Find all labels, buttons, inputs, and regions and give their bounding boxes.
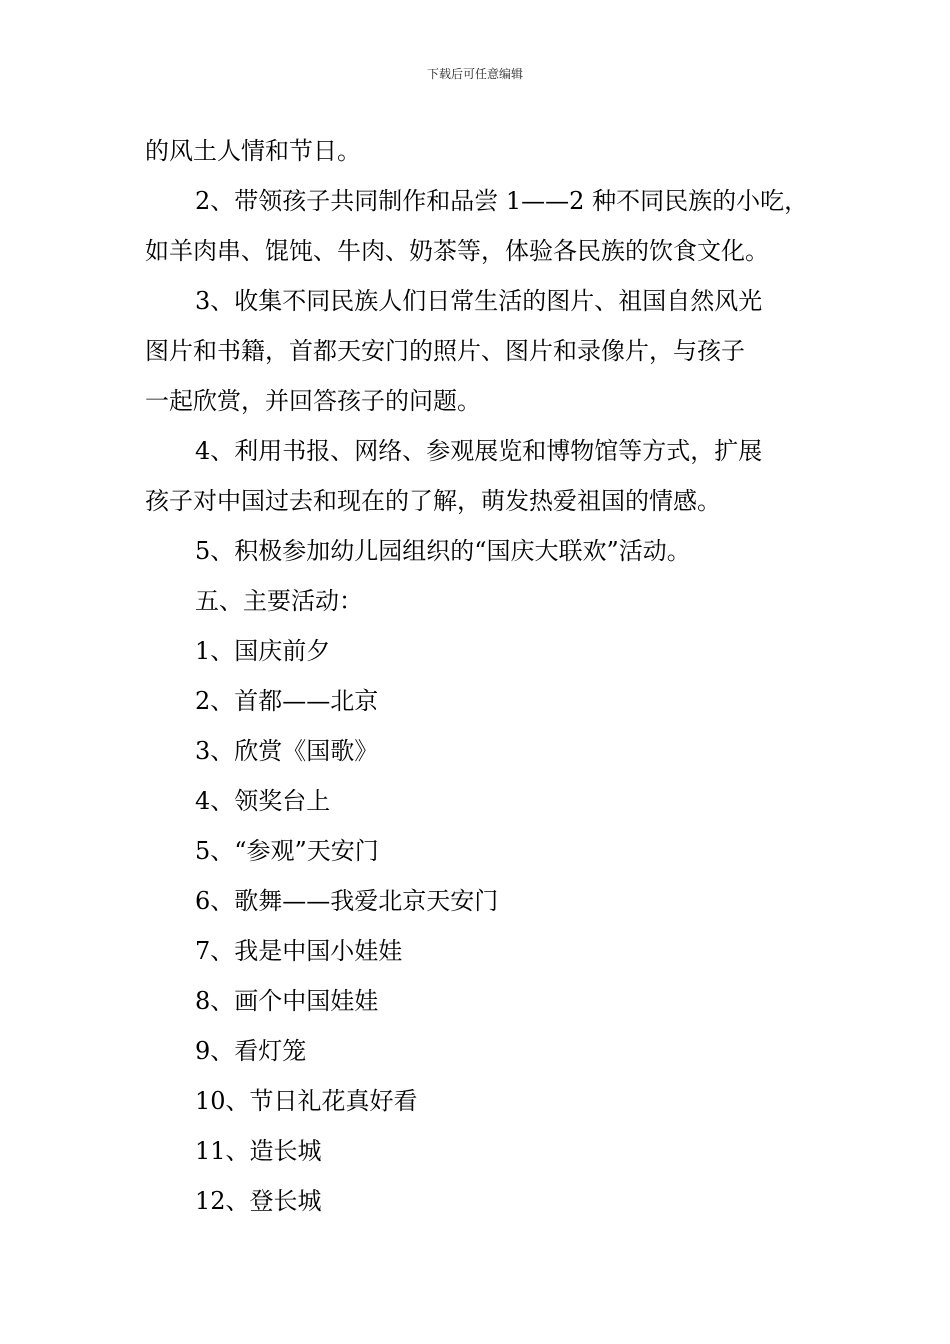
list-item: 8、画个中国娃娃 — [195, 987, 379, 1015]
paragraph-line: 图片和书籍，首都天安门的照片、图片和录像片，与孩子 — [145, 337, 745, 365]
paragraph-line: 孩子对中国过去和现在的了解，萌发热爱祖国的情感。 — [145, 487, 721, 515]
list-item: 5、“参观”天安门 — [195, 837, 379, 865]
list-item: 7、我是中国小娃娃 — [195, 937, 403, 965]
paragraph-line: 3、收集不同民族人们日常生活的图片、祖国自然风光 — [195, 287, 763, 315]
list-item: 11、造长城 — [195, 1137, 322, 1165]
list-item: 9、看灯笼 — [195, 1037, 307, 1065]
list-item: 10、节日礼花真好看 — [195, 1087, 418, 1115]
paragraph-line: 的风土人情和节日。 — [145, 137, 361, 165]
list-item: 1、国庆前夕 — [195, 637, 331, 665]
list-item: 2、首都——北京 — [195, 687, 379, 715]
document-body — [145, 126, 825, 1226]
page-header: 下载后可任意编辑 — [426, 67, 523, 81]
paragraph-line: 如羊肉串、馄饨、牛肉、奶茶等，体验各民族的饮食文化。 — [145, 237, 769, 265]
paragraph-line: 5、积极参加幼儿园组织的“国庆大联欢”活动。 — [195, 537, 691, 565]
list-item: 3、欣赏《国歌》 — [195, 737, 379, 765]
paragraph-line: 2、带领孩子共同制作和品尝 1——2 种不同民族的小吃， — [195, 187, 809, 215]
list-item: 12、登长城 — [195, 1187, 322, 1215]
list-item: 6、歌舞——我爱北京天安门 — [195, 887, 499, 915]
list-item: 4、领奖台上 — [195, 787, 331, 815]
section-heading: 五、主要活动： — [195, 587, 363, 615]
paragraph-line: 一起欣赏，并回答孩子的问题。 — [145, 387, 481, 415]
paragraph-line: 4、利用书报、网络、参观展览和博物馆等方式，扩展 — [195, 437, 763, 465]
